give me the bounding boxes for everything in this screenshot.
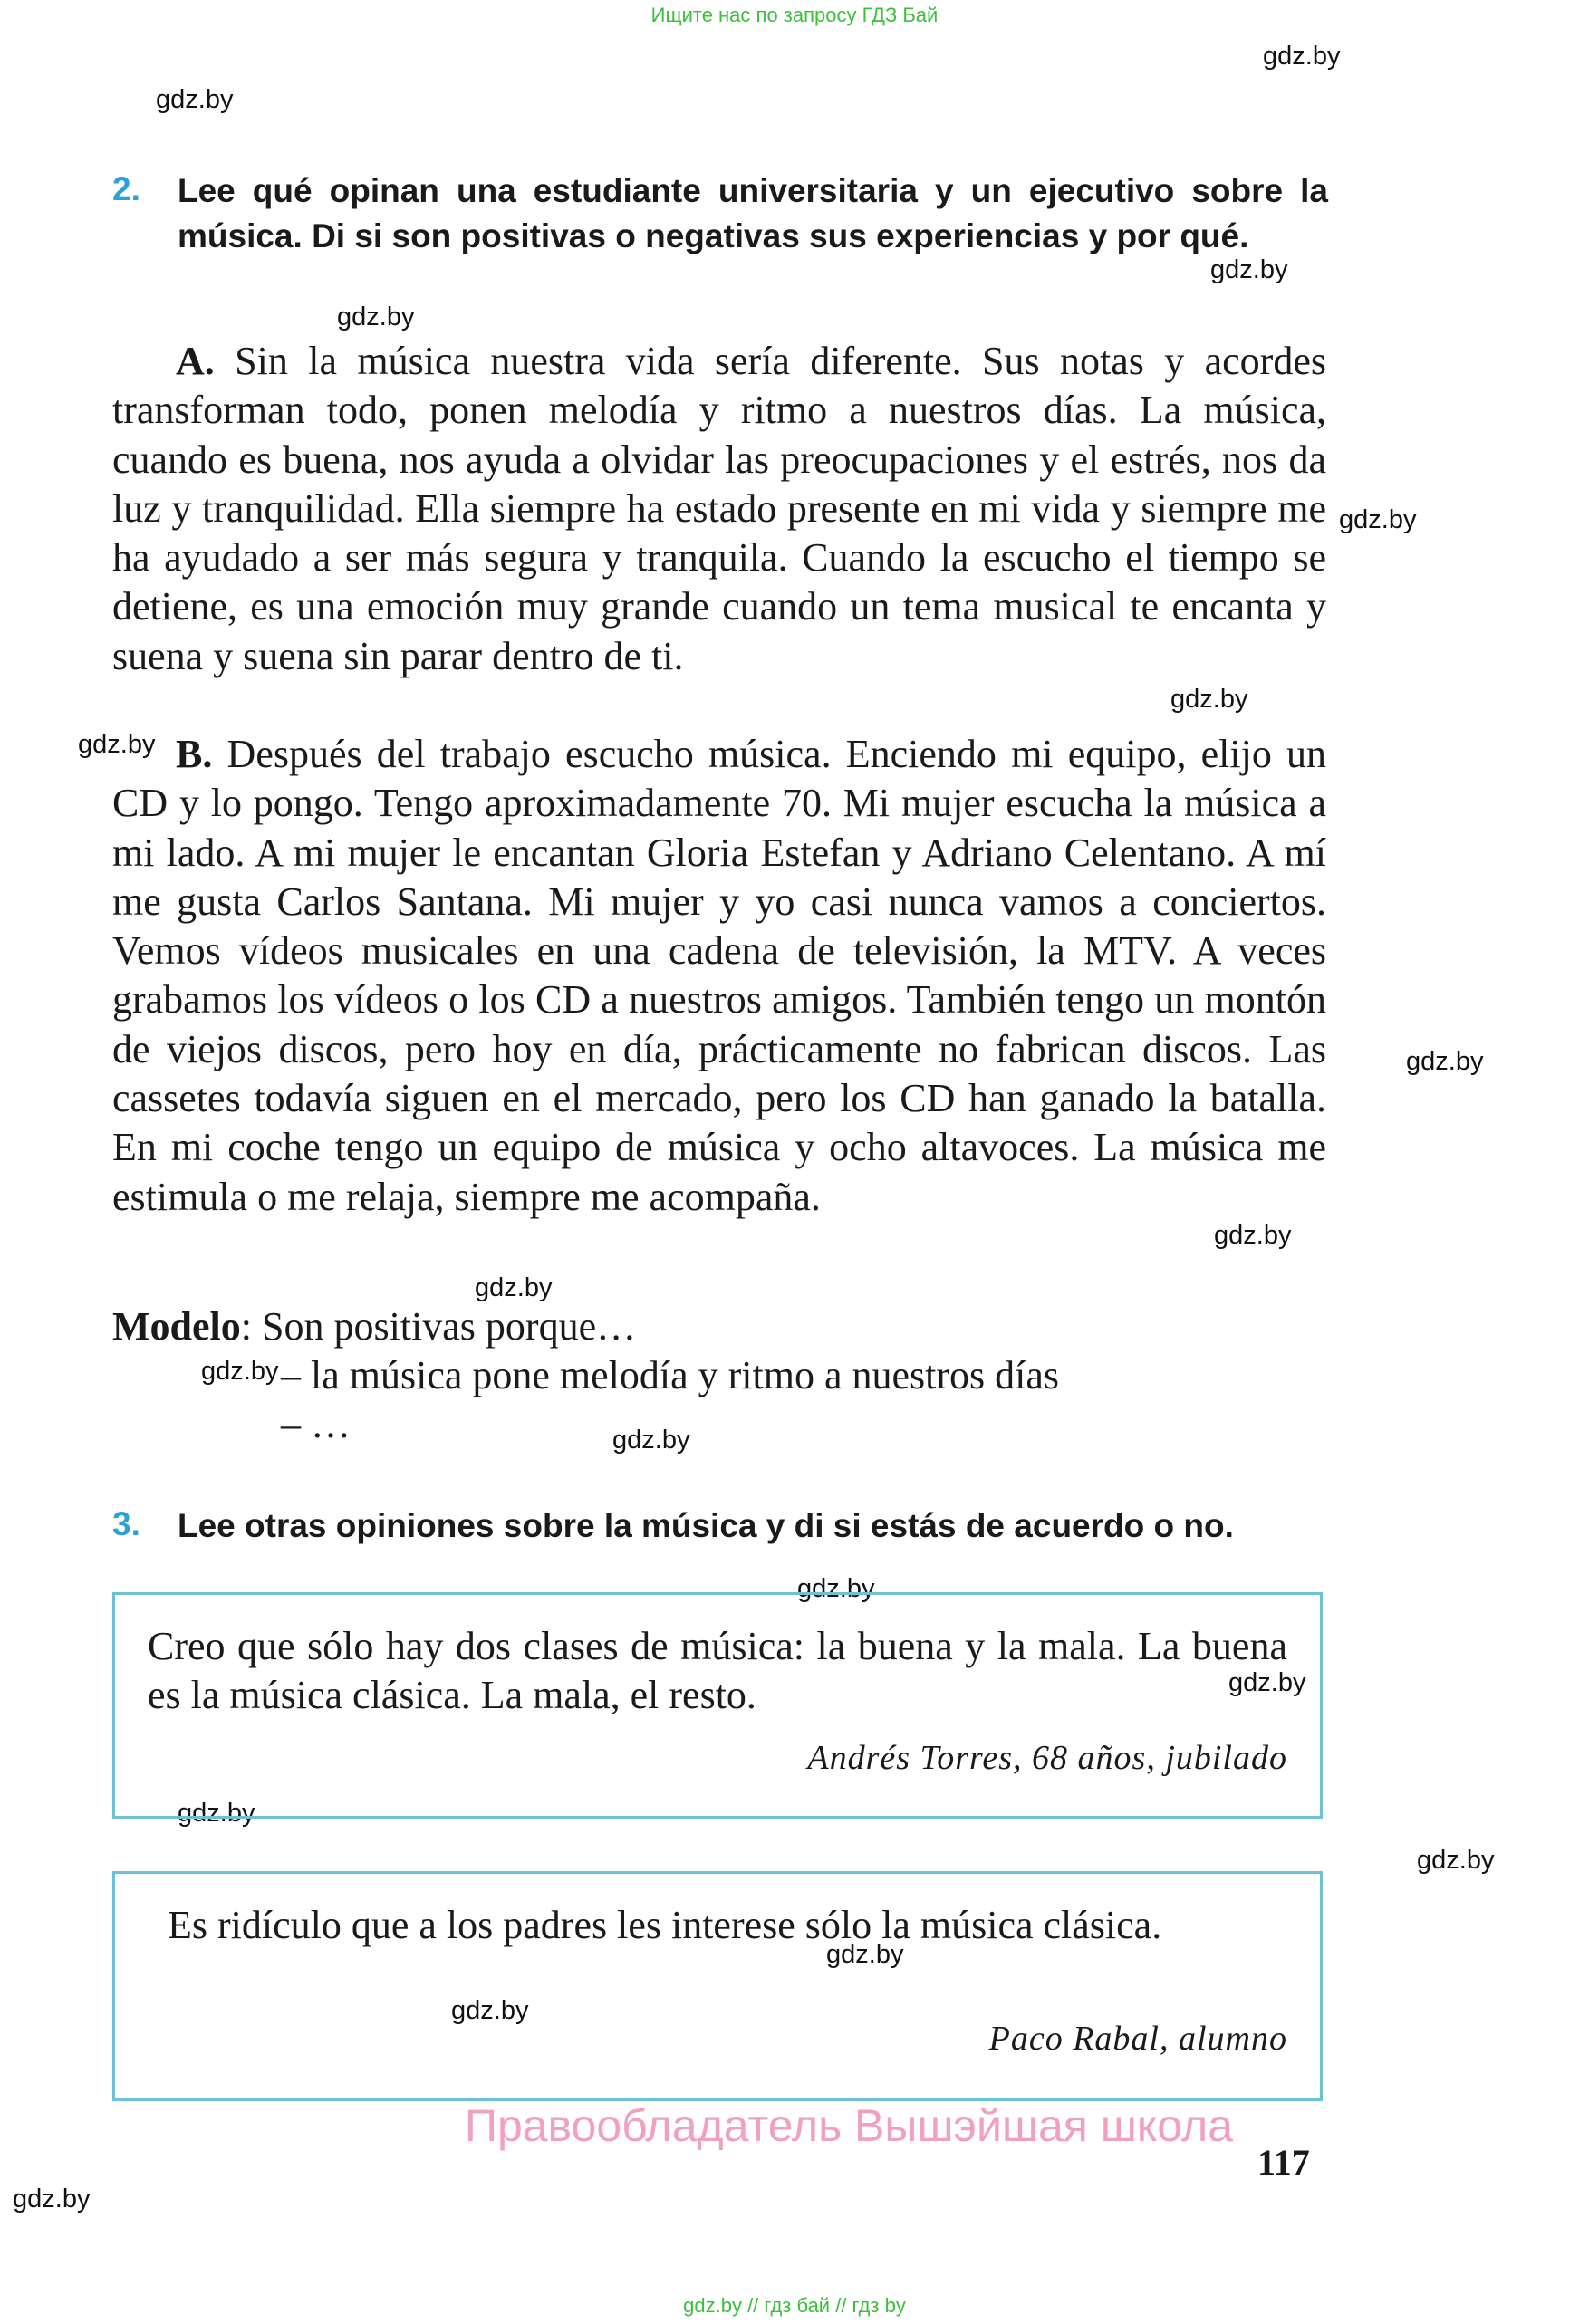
watermark: gdz.by [826,1940,904,1969]
quote-2-text: Es ridículo que a los padres les interese sólo la música clásica. [168,1903,1162,1947]
top-banner[interactable]: Ищите нас по запросу ГДЗ Бай [650,4,939,26]
model [112,1302,1326,1351]
copyright-notice: Правообладатель Вышэйшая школа [465,2100,1233,2151]
quote-box-2 [112,1871,1323,2101]
watermark: gdz.by [1339,505,1417,534]
text-a-label: A. [176,339,215,383]
watermark: gdz.by [1406,1047,1484,1076]
model-item-2: – … [281,1402,351,1446]
bottom-banner[interactable]: gdz.by // гдз бай // гдз by [683,2294,906,2317]
text-b-body: Después del trabajo escucho música. Enciendo mi equipo, elijo un CD y lo pongo. Tengo aproximadamente 70. Mi mujer escucha la música a mi lado. A mi mujer le encantan Gloria Estefan y Adriano Celentano. A mí me gusta Carlos Santana. Mi mujer y yo casi nunca vamos a conciertos. Vemos vídeos musicales en una cadena de televisión, la MTV. A veces grabamos los vídeos o los CD a nuestros amigos. También tengo un montón de viejos discos, pero hoy en día, prácticamente no fabrican discos. Las cassetes todavía siguen en el mercado, pero los CD han ganado la batalla. En mi coche tengo un equipo de música y ocho altavoces. La música me estimula o me relaja, siempre me acompaña. [112,732,1327,1219]
watermark: gdz.by [797,1574,875,1603]
watermark: gdz.by [201,1357,279,1386]
watermark: gdz.by [1228,1668,1306,1697]
watermark: gdz.by [1263,42,1341,71]
quote-box-1 [112,1592,1323,1819]
text-a [112,337,1326,681]
text-a-body: Sin la música nuestra vida sería diferente. Sus notas y acordes transforman todo, ponen melodía y ritmo a nuestros días. La música, cuando es buena, nos ayuda a olvidar las preocupaciones y el estrés, nos da luz y tranquilidad. Ella siempre ha estado presente en mi vida y siempre me ha ayudado a ser más segura y tranquila. Cuando la escucho el tiempo se detiene, es una emoción muy grande cuando un tema musical te encanta y suena y suena sin parar dentro de ti. [112,339,1326,678]
quote-1-text: Creo que sólo hay dos clases de música: la buena y la mala. La buena es la música clásica. La mala, el resto. [148,1624,1287,1717]
watermark: gdz.by [13,2185,91,2214]
exercise-3-number: 3. [112,1505,140,1542]
model-label: Modelo [112,1304,241,1349]
model-item-1: – la música pone melodía y ritmo a nuestros días [281,1353,1060,1397]
text-b [112,730,1326,1222]
watermark: gdz.by [612,1426,690,1455]
watermark: gdz.by [178,1799,255,1828]
watermark: gdz.by [1417,1846,1495,1875]
watermark: gdz.by [337,303,415,331]
watermark: gdz.by [78,730,156,759]
model-text: : Son positivas porque… [240,1304,637,1349]
quote-1-author: Andrés Torres, 68 años, jubilado [807,1739,1287,1777]
exercise-2-title: Lee qué opinan una estudiante universitaria y un ejecutivo sobre la música. Di si son positivas o negativas sus experiencias y por qué. [178,172,1328,254]
watermark: gdz.by [451,1996,529,2025]
watermark: gdz.by [1210,255,1288,284]
page-number: 117 [1257,2142,1310,2183]
watermark: gdz.by [1170,685,1248,714]
exercise-3-title: Lee otras opiniones sobre la música y di si estás de acuerdo o no. [178,1507,1234,1544]
watermark: gdz.by [475,1273,553,1302]
watermark: gdz.by [1214,1221,1292,1250]
text-b-label: B. [176,732,213,776]
exercise-2-number: 2. [112,170,140,207]
quote-2-author: Paco Rabal, alumno [988,2020,1287,2058]
watermark: gdz.by [156,85,234,114]
